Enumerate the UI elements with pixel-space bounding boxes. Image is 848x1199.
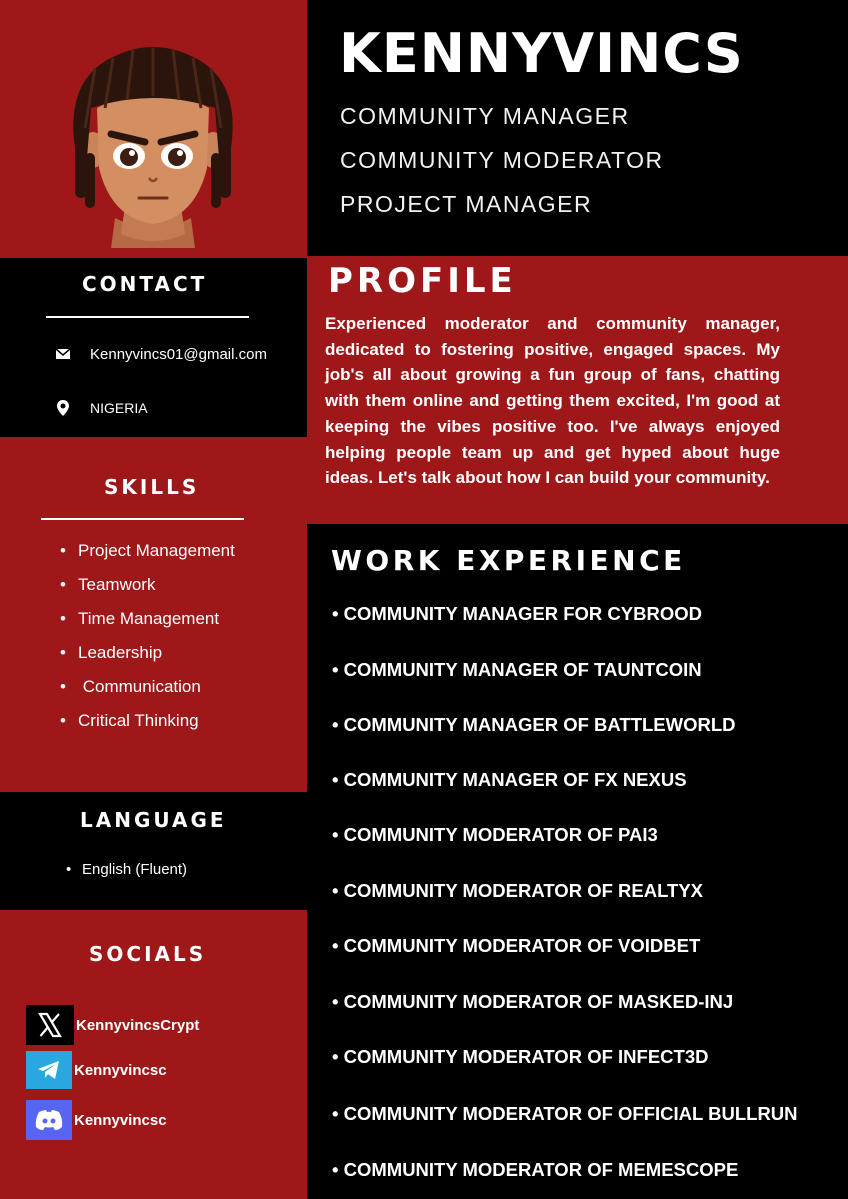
language-title: LANGUAGE bbox=[80, 808, 227, 832]
work-item: • COMMUNITY MANAGER OF BATTLEWORLD bbox=[332, 714, 736, 735]
language-list bbox=[66, 861, 187, 878]
skill-item: • Time Management bbox=[60, 609, 235, 643]
role-3: PROJECT MANAGER bbox=[340, 191, 593, 217]
contact-location bbox=[54, 399, 148, 417]
contact-email[interactable] bbox=[54, 345, 267, 363]
avatar bbox=[55, 38, 251, 248]
work-item: • COMMUNITY MODERATOR OF PAI3 bbox=[332, 824, 658, 845]
work-item: • COMMUNITY MODERATOR OF MEMESCOPE bbox=[332, 1159, 739, 1180]
work-experience-section bbox=[307, 524, 848, 1199]
divider bbox=[41, 518, 244, 520]
skills-title: SKILLS bbox=[104, 475, 200, 499]
skill-item: • Communication bbox=[60, 677, 235, 711]
work-item: • COMMUNITY MANAGER OF TAUNTCOIN bbox=[332, 659, 702, 680]
role-2: COMMUNITY MODERATOR bbox=[340, 147, 664, 173]
contact-title: CONTACT bbox=[82, 272, 208, 296]
x-icon bbox=[26, 1005, 74, 1045]
work-item: • COMMUNITY MODERATOR OF OFFICIAL BULLRUN bbox=[332, 1103, 798, 1124]
work-item: • COMMUNITY MODERATOR OF MASKED-INJ bbox=[332, 991, 734, 1012]
skills-list bbox=[60, 541, 235, 745]
x-handle: KennyvincsCrypt bbox=[76, 1016, 200, 1034]
mail-icon bbox=[54, 345, 72, 363]
work-item: • COMMUNITY MANAGER OF FX NEXUS bbox=[332, 769, 687, 790]
socials-title: SOCIALS bbox=[89, 942, 207, 966]
discord-handle: Kennyvincsc bbox=[74, 1111, 167, 1129]
social-discord[interactable] bbox=[26, 1100, 167, 1140]
language-section bbox=[0, 792, 307, 910]
work-item: • COMMUNITY MODERATOR OF INFECT3D bbox=[332, 1046, 709, 1067]
location-pin-icon bbox=[54, 399, 72, 417]
work-item: • COMMUNITY MANAGER FOR CYBROOD bbox=[332, 603, 702, 624]
skill-item: • Teamwork bbox=[60, 575, 235, 609]
skill-item: • Project Management bbox=[60, 541, 235, 575]
telegram-icon bbox=[26, 1051, 72, 1089]
profile-text: Experienced moderator and community manager, dedicated to fostering positive, engaged spaces. My job's all about growing a fun group of fans, chatting with them online and getting them excited, I'm good at keeping the vibes positive too. I've always enjoyed helping people team up and get hyped about huge ideas. Let's talk about how I can build your community. bbox=[325, 314, 780, 488]
work-item: • COMMUNITY MODERATOR OF VOIDBET bbox=[332, 935, 701, 956]
email-text: Kennyvincs01@gmail.com bbox=[90, 345, 267, 363]
name-title: KENNYVINCS bbox=[339, 22, 744, 85]
work-experience-title: WORK EXPERIENCE bbox=[331, 544, 686, 577]
role-1: COMMUNITY MANAGER bbox=[340, 103, 630, 129]
skill-item: • Critical Thinking bbox=[60, 711, 235, 745]
header bbox=[307, 0, 848, 256]
avatar-section bbox=[0, 0, 307, 258]
telegram-handle: Kennyvincsc bbox=[74, 1061, 167, 1079]
divider bbox=[46, 316, 249, 318]
location-text: NIGERIA bbox=[90, 400, 148, 416]
profile-section bbox=[307, 256, 848, 524]
contact-section bbox=[0, 258, 307, 437]
language-item: • English (Fluent) bbox=[66, 861, 187, 878]
work-item: • COMMUNITY MODERATOR OF REALTYX bbox=[332, 880, 703, 901]
skills-section bbox=[0, 437, 307, 792]
skill-item: • Leadership bbox=[60, 643, 235, 677]
socials-section bbox=[0, 910, 307, 1199]
profile-title: PROFILE bbox=[328, 261, 517, 301]
social-telegram[interactable] bbox=[26, 1051, 167, 1089]
discord-icon bbox=[26, 1100, 72, 1140]
social-x[interactable] bbox=[26, 1005, 199, 1045]
